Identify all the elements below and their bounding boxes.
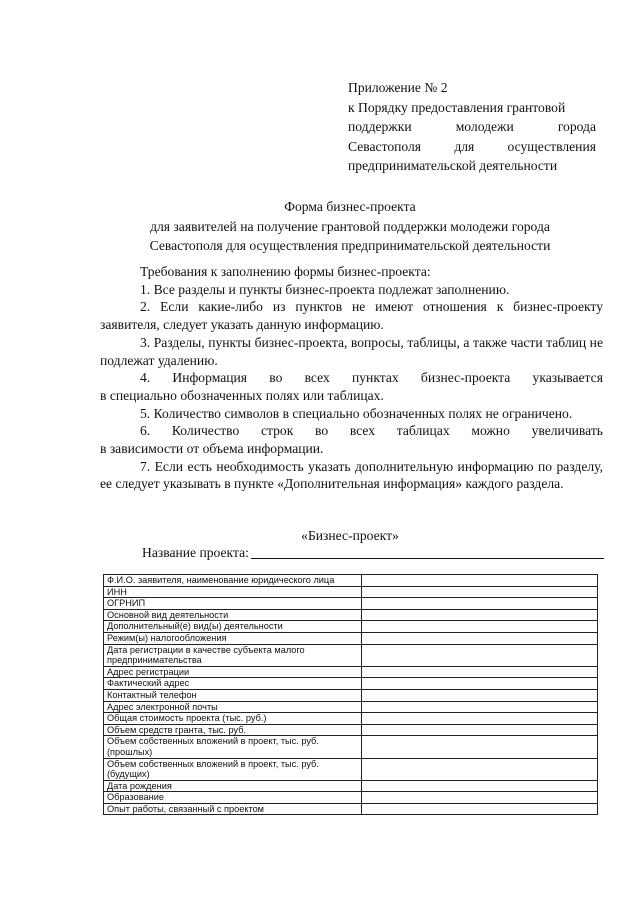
requirement-word: во <box>315 423 329 439</box>
requirement-item-2: 2. Если какие-либо из пунктов не имеют отношения к бизнес-проекту заявителя, следует указать данную информацию. <box>100 299 603 333</box>
table-row-label: Основной вид деятельности <box>104 609 362 621</box>
table-row-value-field[interactable] <box>362 598 598 610</box>
requirement-item-4-rest: в специально обозначенных полях или таблицах. <box>100 387 384 403</box>
table-row <box>104 632 598 644</box>
requirement-word: 4. <box>140 370 151 386</box>
table-row <box>104 713 598 725</box>
form-title <box>100 197 600 256</box>
table-row-label: Опыт работы, связанный с проектом <box>104 803 362 815</box>
requirement-word: бизнес-проекта <box>420 370 511 386</box>
project-name-row <box>142 544 604 562</box>
table-row-value-field[interactable] <box>362 666 598 678</box>
appendix-word: города <box>557 119 596 134</box>
appendix-word: молодежи <box>455 119 514 134</box>
table-row-label: Общая стоимость проекта (тыс. руб.) <box>104 713 362 725</box>
appendix-word: осуществления <box>507 138 596 154</box>
requirement-item-1: 1. Все разделы и пункты бизнес-проекта подлежат заполнению. <box>140 281 510 297</box>
requirement-item-5: 5. Количество символов в специально обозначенных полях не ограничено. <box>140 405 573 421</box>
table-row <box>104 609 598 621</box>
requirement-word: Информация <box>172 370 248 386</box>
form-title-line-3: Севастополя для осуществления предпринимательской деятельности <box>149 238 551 253</box>
requirement-item-6-rest: в зависимости от объема информации. <box>100 441 324 457</box>
applicant-info-table-body <box>104 575 598 815</box>
table-row-value-field[interactable] <box>362 689 598 701</box>
table-row-value-field[interactable] <box>362 609 598 621</box>
requirement-word: 6. <box>140 423 151 439</box>
table-row <box>104 724 598 736</box>
requirement-item-3: 3. Разделы, пункты бизнес-проекта, вопросы, таблицы, а также части таблиц не подлежат удалению. <box>100 334 603 368</box>
appendix-word: Севастополя <box>348 138 422 154</box>
table-row <box>104 758 598 780</box>
table-row-label: Дополнительный(е) вид(ы) деятельности <box>104 621 362 633</box>
table-row-value-field[interactable] <box>362 724 598 736</box>
table-row-label: ОГРНИП <box>104 598 362 610</box>
requirement-word: можно <box>471 423 510 439</box>
table-row <box>104 780 598 792</box>
requirement-word: строк <box>260 423 294 439</box>
table-row-label: Адрес регистрации <box>104 666 362 678</box>
appendix-number: Приложение № 2 <box>348 80 448 95</box>
table-row-value-field[interactable] <box>362 758 598 780</box>
requirement-word: Количество <box>171 423 240 439</box>
requirement-item-6-first-line <box>100 422 603 440</box>
table-row-label: Дата рождения <box>104 780 362 792</box>
table-row-label: ИНН <box>104 586 362 598</box>
table-row-value-field[interactable] <box>362 632 598 644</box>
table-row <box>104 701 598 713</box>
table-row-value-field[interactable] <box>362 678 598 690</box>
requirement-item-4-first-line <box>100 369 603 387</box>
table-row <box>104 666 598 678</box>
appendix-header <box>348 78 596 176</box>
form-title-line-2: для заявителей на получение грантовой поддержки молодежи города <box>150 218 550 234</box>
table-row-value-field[interactable] <box>362 621 598 633</box>
requirement-item-7: 7. Если есть необходимость указать дополнительную информацию по разделу, ее следует указывать в пункте «Дополнительная информация» каждого раздела. <box>100 458 603 492</box>
applicant-info-table <box>103 574 598 815</box>
requirement-word: указывается <box>532 370 603 386</box>
appendix-word: поддержки <box>348 119 412 134</box>
table-row-value-field[interactable] <box>362 701 598 713</box>
appendix-line-4 <box>348 137 596 157</box>
table-row-value-field[interactable] <box>362 586 598 598</box>
requirements-heading: Требования к заполнению формы бизнес-проекта: <box>140 264 431 279</box>
table-row <box>104 678 598 690</box>
table-row-value-field[interactable] <box>362 792 598 804</box>
table-row <box>104 586 598 598</box>
table-row-value-field[interactable] <box>362 780 598 792</box>
table-row <box>104 736 598 758</box>
table-row-label: Режим(ы) налогообложения <box>104 632 362 644</box>
table-row-value-field[interactable] <box>362 803 598 815</box>
table-row-label: Образование <box>104 792 362 804</box>
table-row-label: Объем средств гранта, тыс. руб. <box>104 724 362 736</box>
requirement-word: во <box>269 370 283 386</box>
requirement-word: пунктах <box>351 370 399 386</box>
table-row-value-field[interactable] <box>362 713 598 725</box>
table-row-label: Дата регистрации в качестве субъекта малого предпринимательства <box>104 644 362 666</box>
form-title-line-1: Форма бизнес-проекта <box>284 199 416 214</box>
requirement-word: всех <box>304 370 330 386</box>
appendix-line-3 <box>348 117 596 137</box>
table-row-value-field[interactable] <box>362 575 598 587</box>
project-name-field[interactable] <box>251 545 604 559</box>
appendix-line-2: к Порядку предоставления грантовой <box>348 99 566 115</box>
table-row <box>104 598 598 610</box>
table-row-label: Фактический адрес <box>104 678 362 690</box>
table-row-value-field[interactable] <box>362 736 598 758</box>
business-project-title: «Бизнес-проект» <box>301 528 399 543</box>
requirement-item-6 <box>100 422 603 457</box>
table-row-value-field[interactable] <box>362 644 598 666</box>
table-row <box>104 803 598 815</box>
table-row <box>104 792 598 804</box>
requirement-word: всех <box>349 423 376 439</box>
table-row-label: Адрес электронной почты <box>104 701 362 713</box>
table-row <box>104 689 598 701</box>
table-row <box>104 644 598 666</box>
table-row-label: Объем собственных вложений в проект, тыс. руб. (прошлых) <box>104 736 362 758</box>
requirement-word: увеличивать <box>531 423 603 439</box>
appendix-word: для <box>454 138 475 154</box>
requirements-section <box>100 263 603 493</box>
table-row-label: Контактный телефон <box>104 689 362 701</box>
requirement-word: таблицах <box>396 423 450 439</box>
table-row <box>104 621 598 633</box>
table-row-label: Ф.И.О. заявителя, наименование юридического лица <box>104 575 362 587</box>
table-row-label: Объем собственных вложений в проект, тыс. руб. (будущих) <box>104 758 362 780</box>
project-name-label: Название проекта: <box>142 545 249 560</box>
appendix-line-5: предпринимательской деятельности <box>348 158 558 173</box>
table-row <box>104 575 598 587</box>
requirement-item-4 <box>100 369 603 404</box>
